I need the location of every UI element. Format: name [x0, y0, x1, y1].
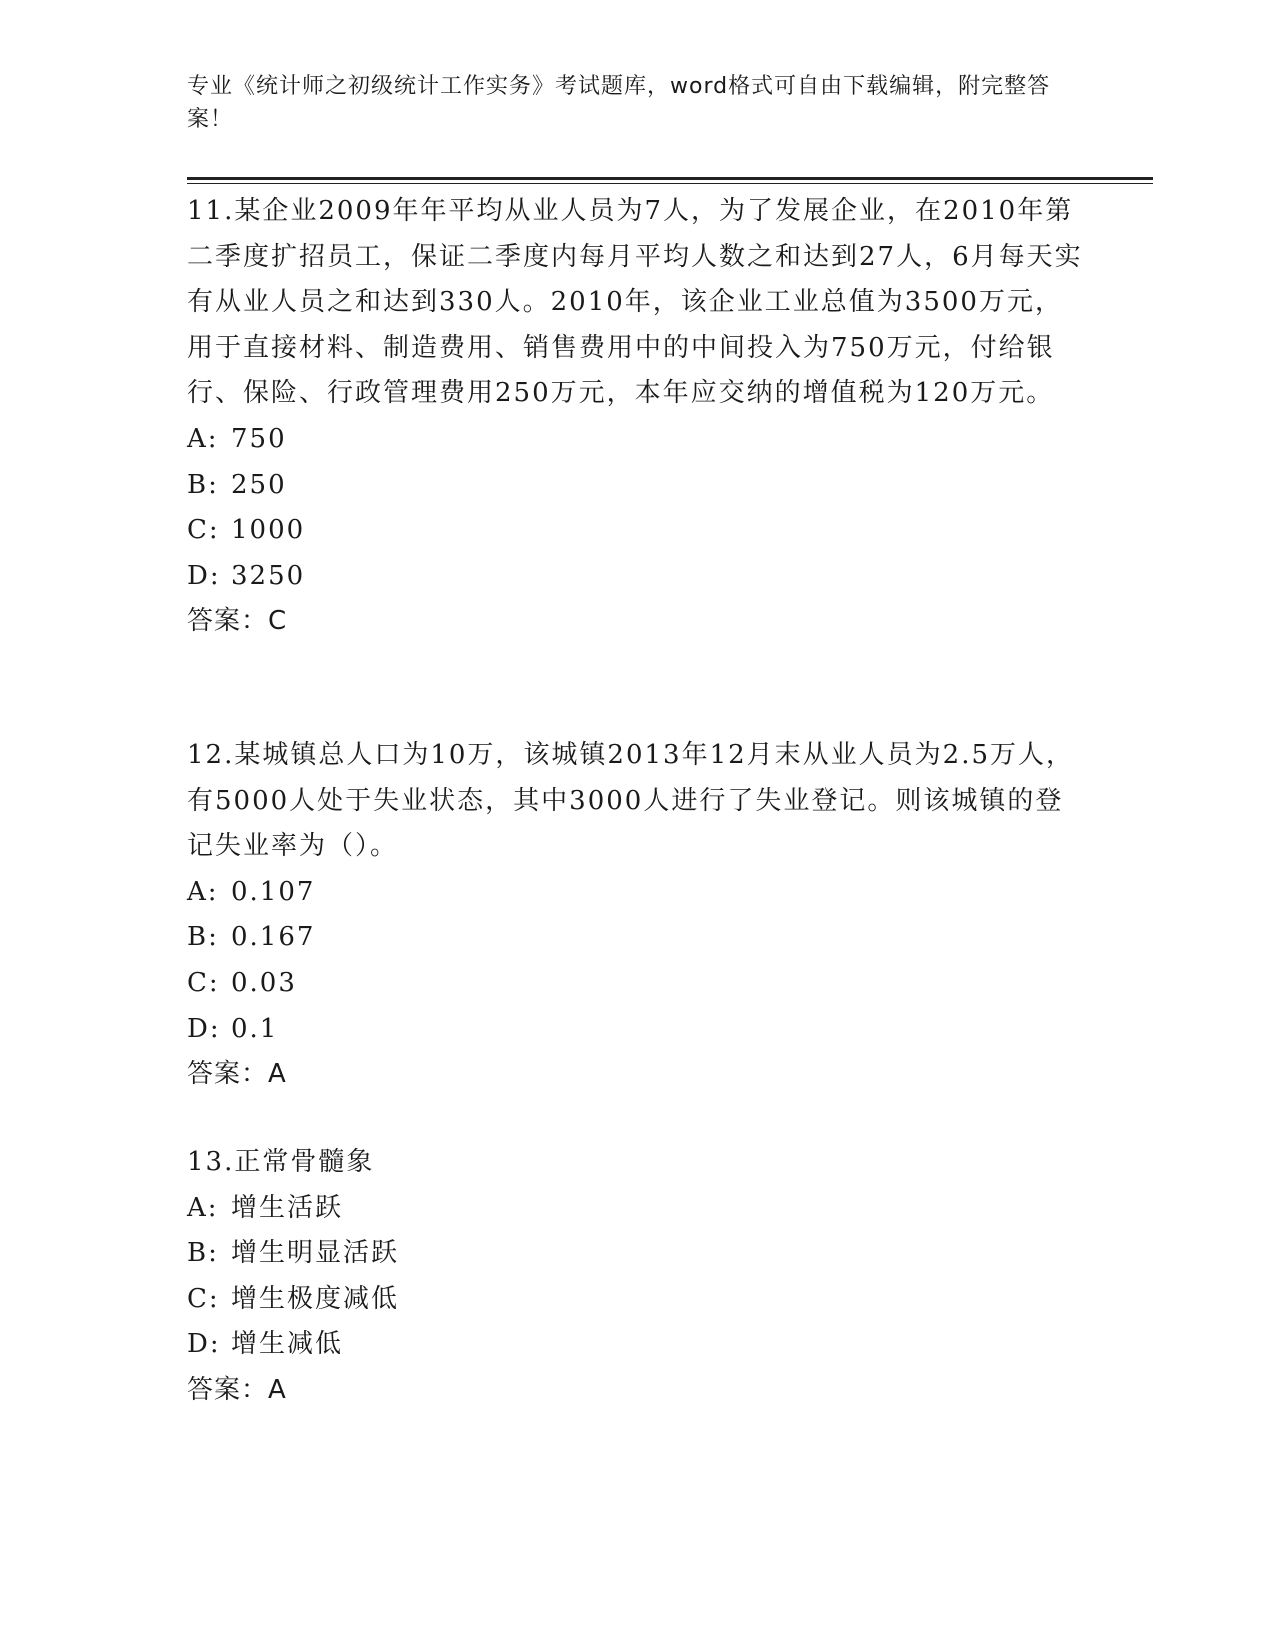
- option-b: [187, 1231, 1087, 1277]
- option-text: 0.1: [231, 1013, 279, 1044]
- option-prefix: D:: [187, 1013, 221, 1044]
- question-11: [187, 189, 1087, 645]
- option-prefix: A:: [187, 423, 219, 454]
- option-a: [187, 417, 1087, 463]
- option-d: [187, 1322, 1087, 1368]
- option-text: 0.107: [231, 876, 316, 907]
- option-c: [187, 1277, 1087, 1323]
- question-stem: 11.某企业2009年年平均从业人员为7人，为了发展企业，在2010年第二季度扩招员工，保证二季度内每月平均人数之和达到27人，6月每天实有从业人员之和达到330人。2010年，该企业工业总值为3500万元，用于直接材料、制造费用、销售费用中的中间投入为750万元，付给银行、保险、行政管理费用250万元，本年应交纳的增值税为120万元。: [187, 196, 1083, 409]
- option-text: 250: [231, 469, 287, 500]
- option-prefix: C:: [187, 967, 220, 998]
- option-prefix: D:: [187, 1329, 221, 1360]
- option-prefix: B:: [187, 922, 219, 953]
- header-rule-thick: [187, 177, 1153, 180]
- answer: 答案：A: [187, 1059, 287, 1090]
- option-text: 3250: [231, 560, 306, 591]
- option-prefix: B:: [187, 469, 219, 500]
- option-c: [187, 508, 1087, 554]
- option-prefix: B:: [187, 1238, 219, 1269]
- question-stem: 12.某城镇总人口为10万，该城镇2013年12月末从业人员为2.5万人，有5000人处于失业状态，其中3000人进行了失业登记。则该城镇的登记失业率为（）。: [187, 740, 1075, 862]
- option-c: [187, 961, 1087, 1007]
- question-12: [187, 733, 1087, 1098]
- answer: 答案：C: [187, 606, 288, 637]
- option-text: 增生极度减低: [231, 1283, 400, 1314]
- header-rule-thin: [187, 183, 1153, 184]
- option-prefix: A:: [187, 1192, 219, 1223]
- option-text: 750: [231, 423, 287, 454]
- option-a: [187, 870, 1087, 916]
- option-text: 增生减低: [231, 1329, 344, 1360]
- option-text: 0.167: [231, 922, 316, 953]
- option-text: 增生明显活跃: [231, 1238, 400, 1269]
- question-13: [187, 1140, 1087, 1414]
- option-b: [187, 463, 1087, 509]
- option-b: [187, 915, 1087, 961]
- option-d: [187, 554, 1087, 600]
- option-text: 增生活跃: [231, 1192, 344, 1223]
- document-header: 专业《统计师之初级统计工作实务》考试题库，word格式可自由下载编辑，附完整答案！: [187, 74, 1051, 132]
- option-text: 1000: [231, 515, 306, 546]
- question-stem: 13.正常骨髓象: [187, 1147, 375, 1177]
- option-prefix: C:: [187, 1283, 220, 1314]
- option-prefix: D:: [187, 560, 221, 591]
- answer: 答案：A: [187, 1374, 287, 1405]
- option-a: [187, 1186, 1087, 1232]
- option-d: [187, 1007, 1087, 1053]
- option-prefix: A:: [187, 876, 219, 907]
- option-text: 0.03: [231, 967, 297, 998]
- option-prefix: C:: [187, 515, 220, 546]
